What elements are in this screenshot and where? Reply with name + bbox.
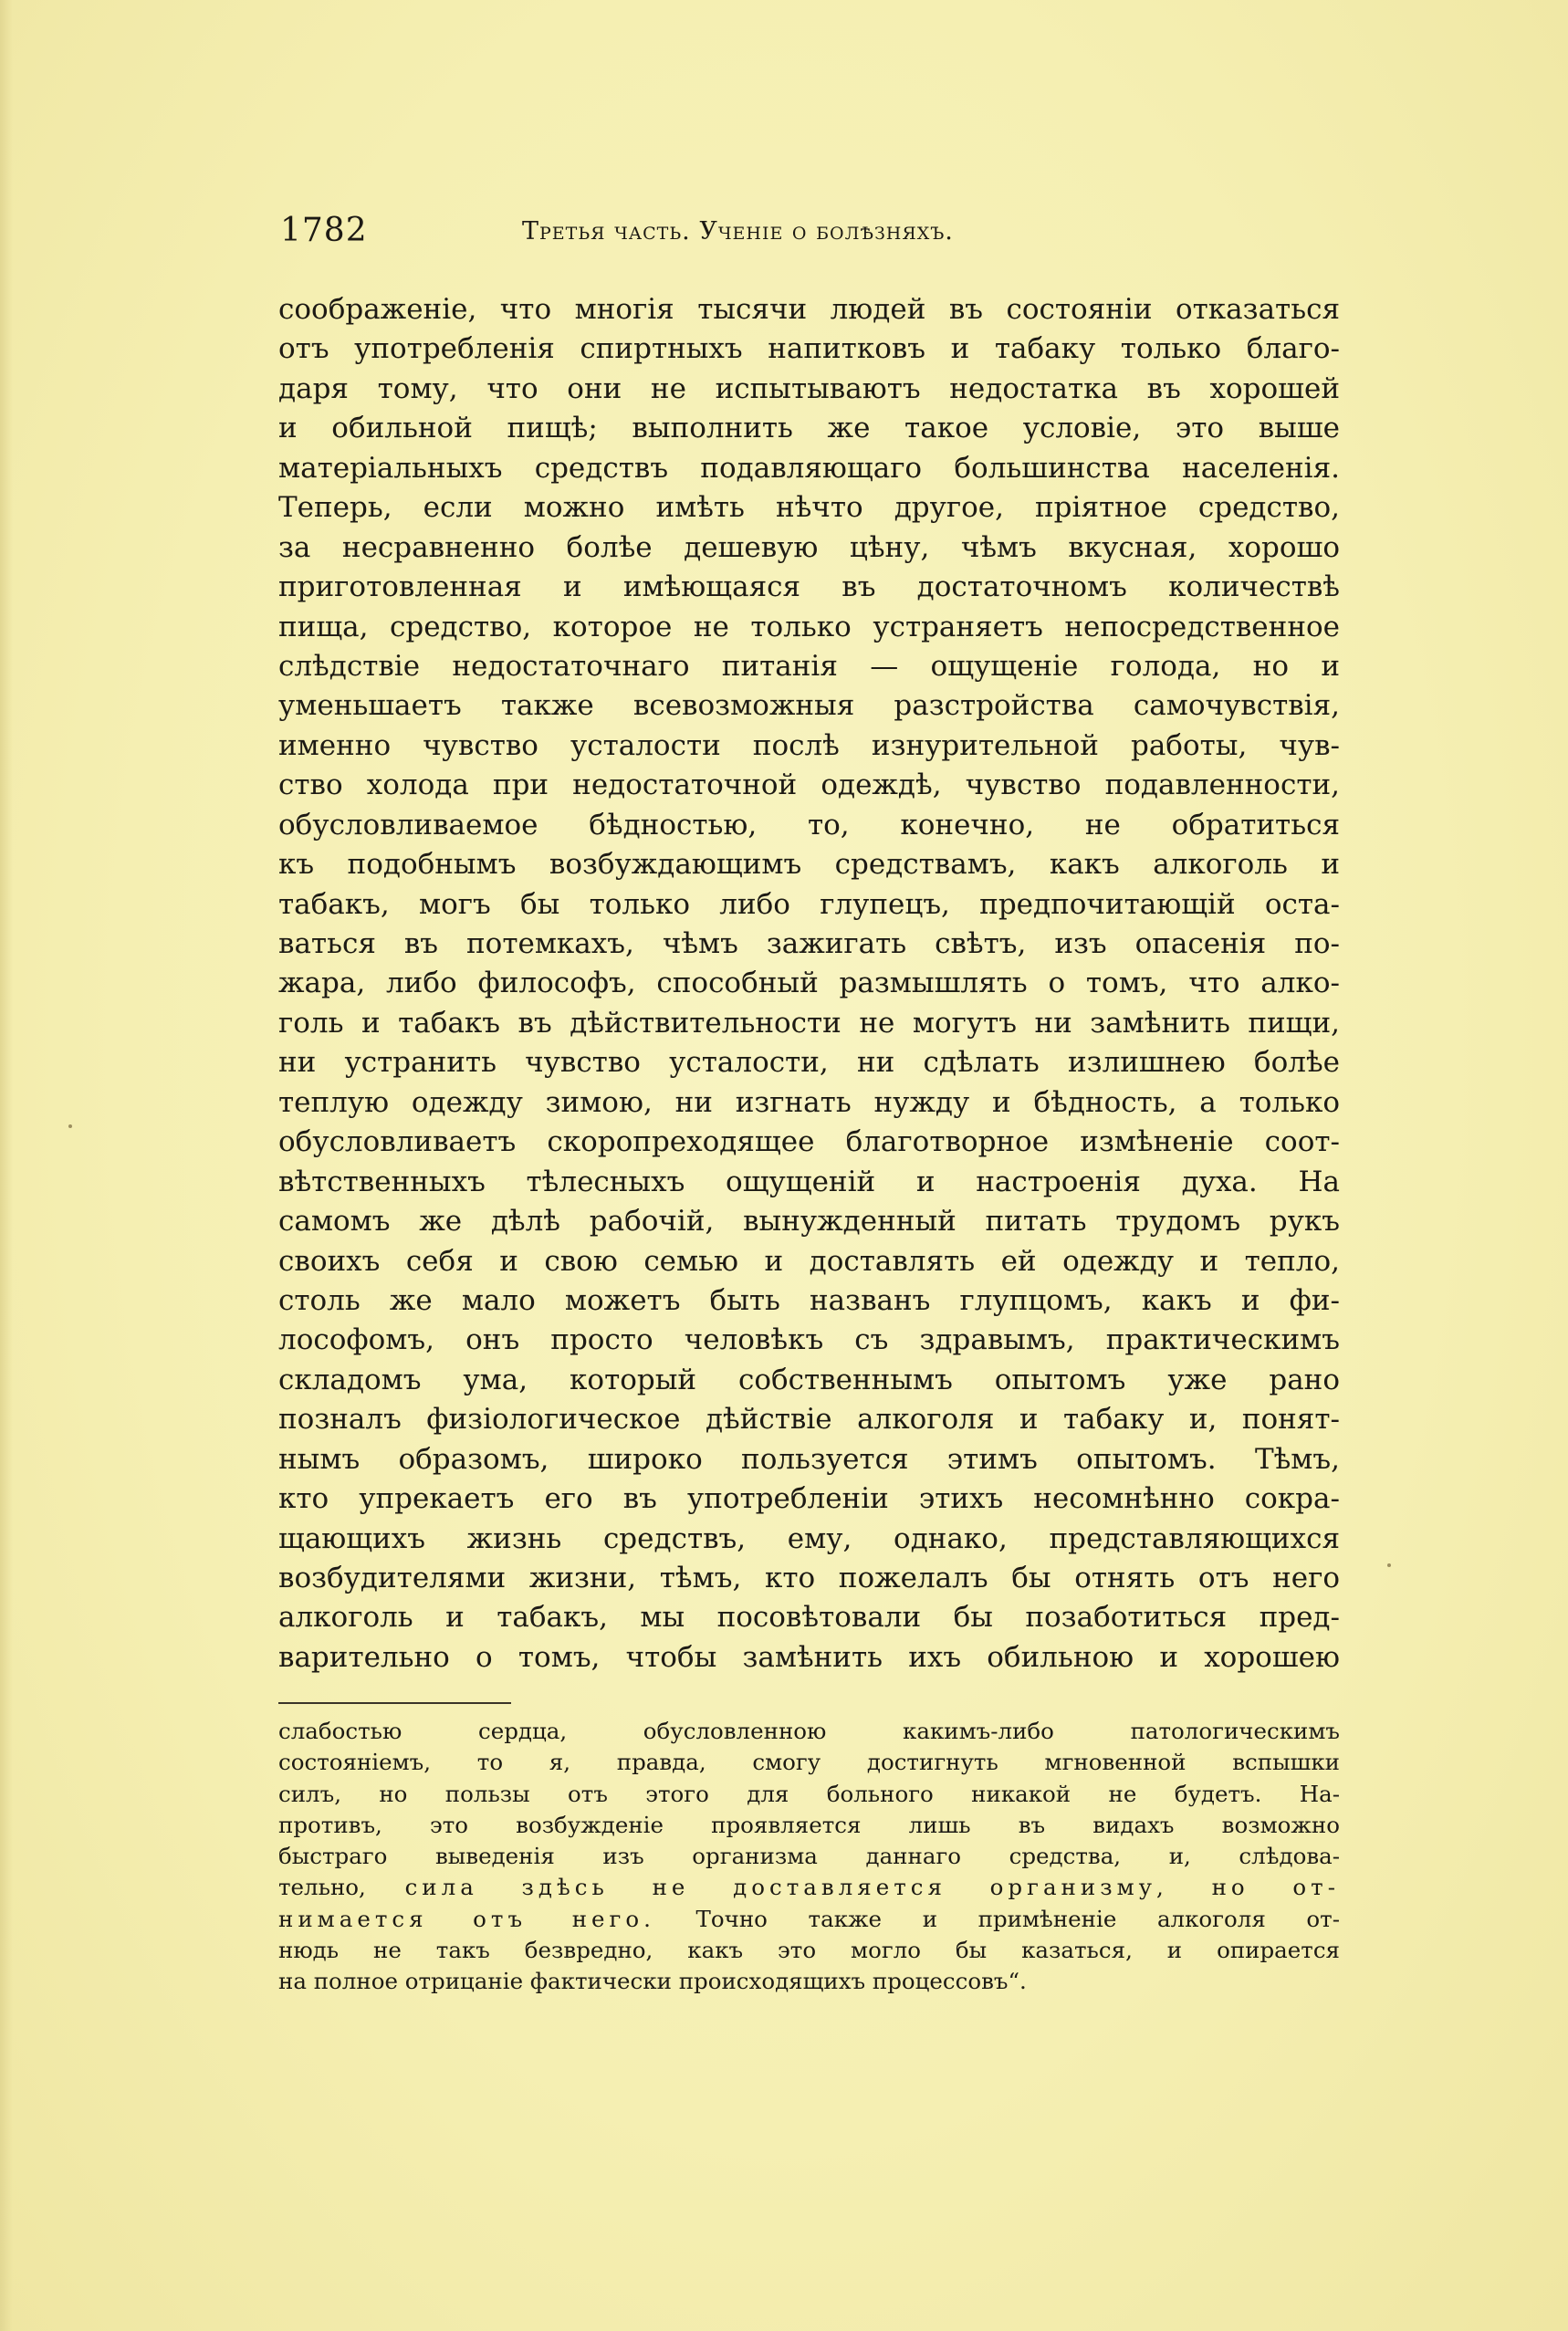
text-line: жара, либо философъ, способный размышлять о томъ, что алко- <box>278 967 1340 1000</box>
text-line: ваться въ потемкахъ, чѣмъ зажигать свѣтъ, изъ опасенія по- <box>278 927 1340 960</box>
text-line: отъ употребленія спиртныхъ напитковъ и табаку только благо- <box>278 332 1340 366</box>
text-line: варительно о томъ, чтобы замѣнить ихъ обильною и хорошею <box>278 1640 1340 1674</box>
text-line: матеріальныхъ средствъ подавляющаго большинства населенія. <box>278 451 1340 485</box>
text-line: табакъ, могъ бы только либо глупецъ, предпочитающій оста- <box>278 887 1340 921</box>
text-line: столь же мало можетъ быть названъ глупцомъ, какъ и фи- <box>278 1283 1340 1317</box>
text-line: щающихъ жизнь средствъ, ему, однако, представляющихся <box>278 1521 1340 1555</box>
main-text <box>278 290 1340 1678</box>
footnote-line: противъ, это возбужденіе проявляется лишь въ видахъ возможно <box>278 1811 1340 1838</box>
text-line: и обильной пищѣ; выполнить же такое условіе, это выше <box>278 412 1340 445</box>
footnote-line: силъ, но пользы отъ этого для больного никакой не будетъ. На- <box>278 1780 1340 1807</box>
text-line: обусловливаетъ скоропреходящее благотворное измѣненіе соот- <box>278 1125 1340 1159</box>
text-line: своихъ себя и свою семью и доставлять ей одежду и тепло, <box>278 1244 1340 1278</box>
text-line: приготовленная и имѣющаяся въ достаточномъ количествѣ <box>278 570 1340 604</box>
text-line: пища, средство, которое не только устраняетъ непосредственное <box>278 610 1340 643</box>
page-header <box>280 210 1339 254</box>
text-line: теплую одежду зимою, ни изгнать нужду и бѣдность, а только <box>278 1085 1340 1119</box>
footnote-emphasis: сила здѣсь не доставляется организму, но от- <box>404 1874 1340 1901</box>
text-line: за несравненно болѣе дешевую цѣну, чѣмъ вкусная, хорошо <box>278 530 1340 564</box>
footnote-rule <box>278 1702 511 1704</box>
footnote-line: быстраго выведенія изъ организма даннаго средства, и, слѣдова- <box>278 1843 1340 1870</box>
page-number: 1782 <box>280 212 368 249</box>
footnote-line: слабостью сердца, обусловленною какимъ-либо патологическимъ <box>278 1718 1340 1744</box>
text-line: даря тому, что они не испытываютъ недостатка въ хорошей <box>278 371 1340 405</box>
text-line: возбудителями жизни, тѣмъ, кто пожелалъ бы отнять отъ него <box>278 1562 1340 1594</box>
text-line: ство холода при недостаточной одеждѣ, чувство подавленности, <box>278 768 1340 802</box>
paper-speck <box>1387 1563 1391 1567</box>
running-head: Третья часть. Ученіе о болѣзняхъ. <box>522 217 954 246</box>
footnote-emphasis: нимается отъ него. <box>278 1905 655 1932</box>
text-line: алкоголь и табакъ, мы посовѣтовали бы позаботиться пред- <box>278 1601 1340 1635</box>
text-line: самомъ же дѣлѣ рабочій, вынужденный питать трудомъ рукъ <box>278 1205 1340 1239</box>
footnote-line: нюдь не такъ безвредно, какъ это могло бы казаться, и опирается <box>278 1937 1340 1964</box>
footnote-line: состояніемъ, то я, правда, смогу достигнуть мгновенной вспышки <box>278 1749 1340 1776</box>
footnote-line <box>278 1904 1340 1935</box>
page-edge-shadow <box>0 0 13 2331</box>
footnote <box>278 1716 1340 1998</box>
footnote-text: Точно также и примѣненіе алкоголя от- <box>654 1905 1340 1932</box>
text-line: нымъ образомъ, широко пользуется этимъ опытомъ. Тѣмъ, <box>278 1442 1340 1476</box>
text-line: уменьшаетъ также всевозможныя разстройства самочувствія, <box>278 689 1340 723</box>
text-line: позналъ физіологическое дѣйствіе алкоголя и табаку и, понят- <box>278 1403 1340 1437</box>
text-line: соображеніе, что многія тысячи людей въ состояніи отказаться <box>278 293 1340 326</box>
text-line: ни устранить чувство усталости, ни сдѣлать излишнею болѣе <box>278 1046 1340 1080</box>
footnote-line: на полное отрицаніе фактически происходящихъ процессовъ“. <box>278 1968 1027 1995</box>
text-line: обусловливаемое бѣдностью, то, конечно, не обратиться <box>278 808 1340 841</box>
footnote-text: тельно, <box>278 1874 405 1901</box>
text-line: лософомъ, онъ просто человѣкъ съ здравымъ, практическимъ <box>278 1323 1340 1357</box>
text-line: Теперь, если можно имѣть нѣчто другое, пріятное средство, <box>278 491 1340 525</box>
text-line: голь и табакъ въ дѣйствительности не могутъ ни замѣнить пищи, <box>278 1006 1340 1040</box>
text-line: вѣтственныхъ тѣлесныхъ ощущеній и настроенія духа. На <box>278 1165 1340 1198</box>
text-line: къ подобнымъ возбуждающимъ средствамъ, какъ алкоголь и <box>278 848 1340 882</box>
paper-speck <box>68 1124 72 1128</box>
text-line: слѣдствіе недостаточнаго питанія — ощущеніе голода, но и <box>278 649 1340 683</box>
footnote-line <box>278 1872 1340 1903</box>
text-line: складомъ ума, который собственнымъ опытомъ уже рано <box>278 1363 1340 1396</box>
text-line: кто упрекаетъ его въ употребленіи этихъ несомнѣнно сокра- <box>278 1482 1340 1516</box>
text-line: именно чувство усталости послѣ изнурительной работы, чув- <box>278 728 1340 762</box>
